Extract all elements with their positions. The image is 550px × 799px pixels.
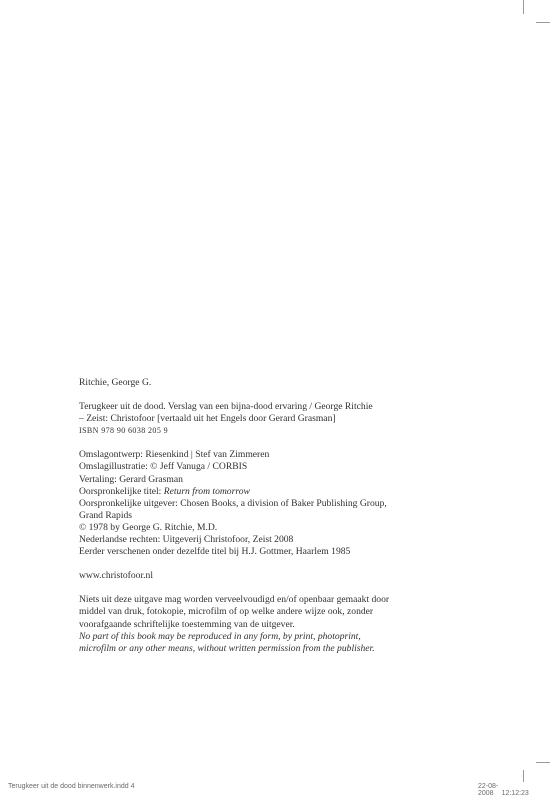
crop-mark-right-bottom [536,762,550,763]
crop-mark-right-top [536,22,550,23]
cover-illustration-line: Omslagillustratie: © Jeff Vanuga / CORBIS [79,461,248,473]
isbn-line: ISBN 978 90 6038 205 9 [79,426,169,436]
notice-nl-line-1: Niets uit deze uitgave mag worden verveelvoudigd en/of openbaar gemaakt door [79,594,390,606]
crop-mark-bottom-right [523,770,524,782]
cover-design-line: Omslagontwerp: Riesenkind | Stef van Zimmeren [79,449,270,461]
earlier-edition-line: Eerder verschenen onder dezelfde titel bij H.J. Gottmer, Haarlem 1985 [79,546,351,558]
original-title: Return from tomorrow [163,485,250,497]
copyright-line: © 1978 by George G. Ritchie, M.D. [79,521,218,533]
original-title-label: Oorspronkelijke titel: [79,485,164,497]
website-line: www.christofoor.nl [79,570,153,582]
slug-date: 22-08-2008 [478,783,499,797]
notice-en-line-2: microfilm or any other means, without written permission from the publisher. [79,642,375,654]
catalog-line-2: – Zeist: Christofoor [vertaald uit het Engels door Gerard Grasman] [79,413,336,425]
catalog-line-1: Terugkeer uit de dood. Verslag van een bijna-dood ervaring / George Ritchie [79,401,373,413]
print-slug [0,783,550,795]
crop-mark-top-right [523,0,524,14]
slug-filename: Terugkeer uit de dood binnenwerk.indd 4 [8,783,135,790]
colophon [79,377,519,655]
notice-en-line-1: No part of this book may be reproduced in any form, by print, photoprint, [79,630,361,642]
slug-timestamp [478,783,550,797]
dutch-rights-line: Nederlandse rechten: Uitgeverij Christofoor, Zeist 2008 [79,534,294,546]
original-publisher-line-1: Oorspronkelijke uitgever: Chosen Books, a division of Baker Publishing Group, [79,497,387,509]
translation-line: Vertaling: Gerard Grasman [79,473,183,485]
slug-time: 12:12:23 [501,790,529,797]
original-title-line [79,486,519,498]
original-publisher-line-2: Grand Rapids [79,509,133,521]
author-line: Ritchie, George G. [79,377,152,388]
notice-nl-line-2: middel van druk, fotokopie, microfilm of op welke andere wijze ook, zonder [79,606,374,618]
notice-nl-line-3: voorafgaande schriftelijke toestemming van de uitgever. [79,618,295,630]
